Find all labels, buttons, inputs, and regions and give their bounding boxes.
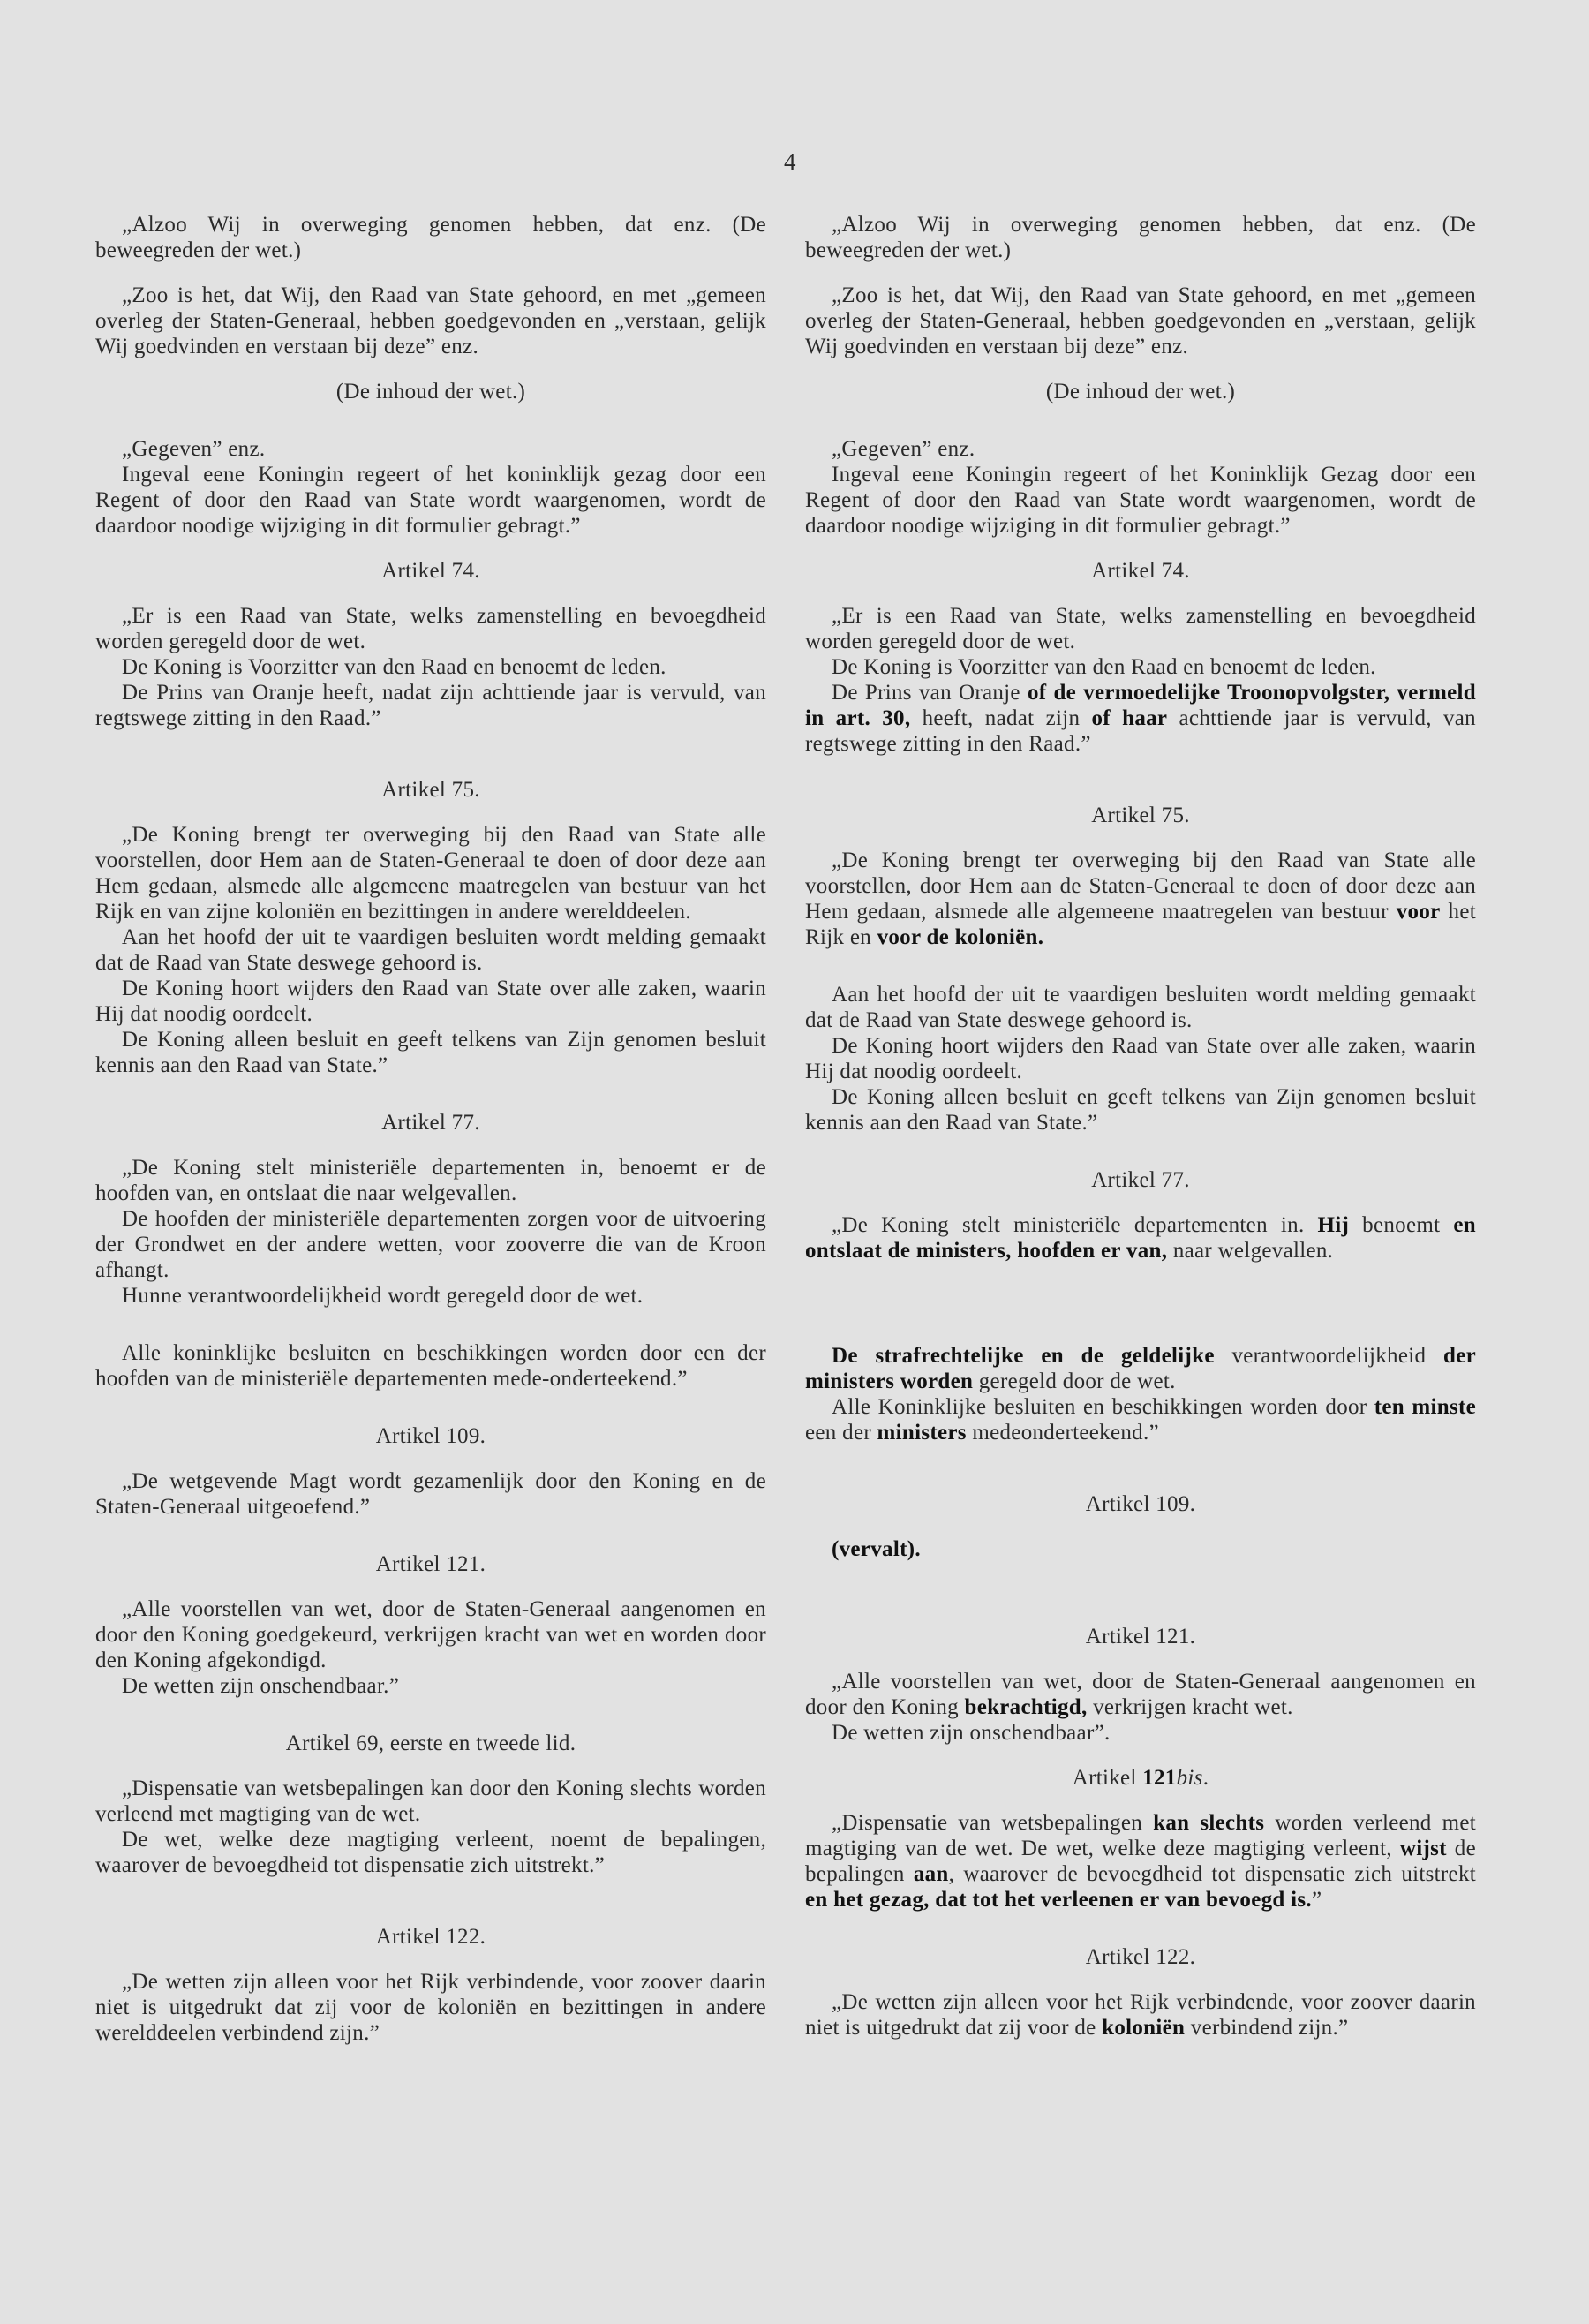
preamble-paragraph: „Gegeven” enz.	[832, 437, 975, 461]
article-paragraph: „De Koning stelt ministeriële departementen in, benoemt er de hoofden van, en ontslaat die naar welgevallen.	[95, 1156, 766, 1205]
article-heading: Artikel 74.	[381, 559, 480, 583]
article-109	[95, 1423, 766, 1520]
article-paragraph: De Koning hoort wijders den Raad van State over alle zaken, waarin Hij dat noodig oordeelt.	[805, 1034, 1476, 1083]
amendment-text: der ministers worden	[805, 1344, 1476, 1393]
article-paragraph: De Prins van Oranje heeft, nadat zijn achttiende jaar is vervuld, van regtswege zitting in den Raad.”	[95, 681, 766, 730]
preamble-paragraph: „Zoo is het, dat Wij, den Raad van State gehoord, en met „gemeen overleg der Staten-Generaal, hebben goedgevonden en „verstaan, gelijk Wij goedvinden en verstaan bij deze” enz.	[805, 283, 1476, 358]
article-paragraph: De Koning is Voorzitter van den Raad en benoemt de leden.	[832, 655, 1376, 679]
article-heading: Artikel 74.	[1091, 559, 1190, 583]
article-paragraph: „Alle voorstellen van wet, door de Staten-Generaal aangenomen en door den Koning goedgekeurd, verkrijgen kracht van wet en worden door den Koning afgekondigd.	[95, 1597, 766, 1672]
article-heading: Artikel 75.	[1091, 804, 1190, 827]
article-paragraph: De wetten zijn onschendbaar.”	[122, 1674, 400, 1698]
text-run: Alle Koninklijke besluiten en beschikkingen worden door	[832, 1395, 1374, 1419]
text-run: medeonderteekend.”	[966, 1421, 1159, 1445]
article-heading: Artikel 69, eerste en tweede lid.	[285, 1732, 576, 1755]
article-paragraph	[805, 848, 1476, 950]
article-heading: Artikel 77.	[381, 1111, 480, 1135]
text-run: , waarover de bevoegdheid tot dispensatie zich uitstrekt	[948, 1862, 1476, 1886]
article-paragraph	[805, 1212, 1476, 1264]
article-paragraph	[805, 1343, 1476, 1394]
amendment-text: en het gezag, dat tot het verleenen er van bevoegd is.	[805, 1888, 1312, 1912]
article-heading: Artikel 122.	[1085, 1945, 1196, 1969]
text-run: „Dispensatie van wetsbepalingen	[832, 1811, 1154, 1835]
amendment-text: ten minste	[1374, 1395, 1476, 1419]
article-heading: Artikel 121.	[1085, 1625, 1196, 1649]
article-74	[805, 558, 1476, 757]
preamble-paragraph: Ingeval eene Koningin regeert of het Koninklijk Gezag door een Regent of door den Raad van State wordt waargenomen, wordt de daardoor noodige wijziging in dit formulier gebragt.”	[805, 463, 1476, 538]
article-heading: Artikel 121.	[375, 1552, 486, 1576]
text-run: verkrijgen kracht wet.	[1087, 1695, 1293, 1719]
preamble-paragraph: „Alzoo Wij in overweging genomen hebben, dat enz. (De beweegreden der wet.)	[805, 213, 1476, 262]
article-heading: Artikel 122.	[375, 1925, 486, 1949]
text-run: .	[1202, 1766, 1209, 1790]
left-column-current-text	[95, 212, 766, 2046]
preamble-paragraph: „Alzoo Wij in overweging genomen hebben, dat enz. (De beweegreden der wet.)	[95, 213, 766, 262]
text-run: een der	[805, 1421, 877, 1445]
article-paragraph: Alle koninklijke besluiten en beschikkingen worden door een der hoofden van de ministeriële departementen mede-onderteekend.”	[95, 1341, 766, 1391]
article-paragraph: De wet, welke deze magtiging verleent, noemt de bepalingen, waarover de bevoegdheid tot dispensatie zich uitstrekt.”	[95, 1828, 766, 1877]
article-paragraph: Hunne verantwoordelijkheid wordt geregeld door de wet.	[122, 1284, 644, 1308]
article-75	[805, 803, 1476, 1136]
text-run: ”	[1311, 1888, 1322, 1912]
right-column-proposed-text	[805, 212, 1476, 2041]
amendment-text: De strafrechtelijke en de geldelijke	[832, 1344, 1215, 1368]
amendment-text: ministers	[877, 1421, 967, 1445]
content-heading: (De inhoud der wet.)	[335, 380, 526, 404]
article-paragraph: „Er is een Raad van State, welks zamenstelling en bevoegdheid worden geregeld door de wet.	[95, 604, 766, 653]
article-75	[95, 777, 766, 1078]
amendment-text: bekrachtigd,	[964, 1695, 1088, 1719]
article-paragraph: „Dispensatie van wetsbepalingen kan door den Koning slechts worden verleend met magtiging van de wet.	[95, 1777, 766, 1826]
amendment-text: wijst	[1399, 1837, 1447, 1860]
text-run: verantwoordelijkheid	[1214, 1344, 1443, 1368]
text-run: benoemt	[1349, 1213, 1454, 1237]
article-paragraph: Aan het hoofd der uit te vaardigen besluiten wordt melding gemaakt dat de Raad van State deswege gehoord is.	[805, 983, 1476, 1032]
article-paragraph	[805, 1810, 1476, 1913]
article-number: 121	[1142, 1766, 1177, 1790]
text-run: „De Koning brengt ter overweging bij den Raad van State alle voorstellen, door Hem aan de Staten-Generaal te doen of door deze aan Hem gedaan, alsmede alle algemeene maatregelen van bestuur	[805, 849, 1476, 924]
article-paragraph: „De Koning brengt ter overweging bij den Raad van State alle voorstellen, door Hem aan de Staten-Generaal te doen of door deze aan Hem gedaan, alsmede alle algemeene maatregelen van bestuur van het Rijk en van zijne koloniën en bezittingen in andere werelddeelen.	[95, 823, 766, 924]
text-run: de bepalingen	[805, 1837, 1476, 1886]
article-heading: Artikel 109.	[375, 1424, 486, 1448]
text-run: geregeld door de wet.	[973, 1370, 1176, 1393]
article-121bis	[805, 1765, 1476, 1913]
article-paragraph: De Koning hoort wijders den Raad van State over alle zaken, waarin Hij dat noodig oordeelt.	[95, 977, 766, 1026]
content-heading: (De inhoud der wet.)	[1045, 380, 1236, 404]
article-74	[95, 558, 766, 731]
amendment-text: (vervalt).	[832, 1537, 921, 1561]
article-paragraph: „De wetten zijn alleen voor het Rijk verbindende, voor zoover daarin niet is uitgedrukt dat zij voor de koloniën en bezittingen in andere werelddeelen verbindend zijn.”	[95, 1970, 766, 2045]
article-paragraph	[805, 680, 1476, 757]
article-paragraph: De Koning alleen besluit en geeft telkens van Zijn genomen besluit kennis aan den Raad van State.”	[805, 1085, 1476, 1135]
article-heading: Artikel 109.	[1085, 1492, 1196, 1516]
article-paragraph: De hoofden der ministeriële departementen zorgen voor de uitvoering der Grondwet en der andere wetten, voor zooverre die van de Kroon afhangt.	[95, 1207, 766, 1282]
article-heading: Artikel 77.	[1091, 1168, 1190, 1192]
article-paragraph	[805, 1669, 1476, 1720]
text-run: heeft, nadat zijn	[910, 706, 1092, 730]
amendment-text: voor de koloniën.	[877, 925, 1044, 949]
article-77	[805, 1167, 1476, 1445]
article-paragraph	[805, 1536, 1476, 1562]
article-paragraph	[805, 1989, 1476, 2041]
text-run: verbindend zijn.”	[1185, 2016, 1349, 2040]
amendment-text: Hij	[1317, 1213, 1350, 1237]
text-run: naar welgevallen.	[1167, 1239, 1334, 1263]
article-121	[805, 1624, 1476, 1746]
page-number: 4	[784, 148, 796, 175]
article-77	[95, 1110, 766, 1392]
amendment-text: en ontslaat de ministers, hoofden er van,	[805, 1213, 1476, 1263]
preamble-section	[805, 212, 1476, 539]
text-run: Artikel	[1072, 1766, 1143, 1790]
amendment-text: koloniën	[1102, 2016, 1186, 2040]
text-run: „Alle voorstellen van wet, door de Staten-Generaal aangenomen en door den Koning	[805, 1670, 1476, 1719]
text-run: achttiende jaar is vervuld, van regtswege zitting in den Raad.”	[805, 706, 1476, 756]
article-paragraph	[805, 1394, 1476, 1445]
article-69	[95, 1731, 766, 1878]
article-paragraph: De Koning is Voorzitter van den Raad en benoemt de leden.	[122, 655, 666, 679]
article-paragraph: „Er is een Raad van State, welks zamenstelling en bevoegdheid worden geregeld door de wet.	[805, 604, 1476, 653]
amendment-text: of haar	[1091, 706, 1168, 730]
article-122	[95, 1924, 766, 2046]
text-run: De Prins van Oranje	[832, 681, 1028, 705]
article-paragraph: De wetten zijn onschendbaar”.	[832, 1721, 1111, 1745]
preamble-paragraph: „Zoo is het, dat Wij, den Raad van State gehoord, en met „gemeen overleg der Staten-Generaal, hebben goedgevonden en „verstaan, gelijk Wij goedvinden en verstaan bij deze” enz.	[95, 283, 766, 358]
article-122	[805, 1944, 1476, 2041]
amendment-text: aan	[913, 1862, 949, 1886]
amendment-text: of de vermoedelijke Troonopvolgster, vermeld in art. 30,	[805, 681, 1476, 730]
article-heading	[805, 1765, 1476, 1791]
text-run: „De Koning stelt ministeriële departementen in.	[832, 1213, 1318, 1237]
preamble-paragraph: Ingeval eene Koningin regeert of het koninklijk gezag door een Regent of door den Raad van State wordt waargenomen, wordt de daardoor noodige wijziging in dit formulier gebragt.”	[95, 463, 766, 538]
article-paragraph: De Koning alleen besluit en geeft telkens van Zijn genomen besluit kennis aan den Raad van State.”	[95, 1028, 766, 1077]
article-121	[95, 1551, 766, 1699]
article-paragraph: Aan het hoofd der uit te vaardigen besluiten wordt melding gemaakt dat de Raad van State deswege gehoord is.	[95, 925, 766, 975]
text-run: het Rijk en	[805, 900, 1476, 949]
text-run: „De wetten zijn alleen voor het Rijk verbindende, voor zoover daarin niet is uitgedrukt dat zij voor de	[805, 1990, 1476, 2040]
article-109	[805, 1491, 1476, 1562]
article-heading: Artikel 75.	[381, 778, 480, 802]
article-paragraph: „De wetgevende Magt wordt gezamenlijk door den Koning en de Staten-Generaal uitgeoefend.”	[95, 1469, 766, 1519]
preamble-paragraph: „Gegeven” enz.	[122, 437, 266, 461]
text-run: worden verleend met magtiging van de wet. De wet, welke deze magtiging verleent,	[805, 1811, 1477, 1860]
amendment-text: voor	[1396, 900, 1441, 924]
preamble-section	[95, 212, 766, 539]
amendment-text: kan slechts	[1153, 1811, 1265, 1835]
article-suffix: bis	[1176, 1766, 1203, 1790]
